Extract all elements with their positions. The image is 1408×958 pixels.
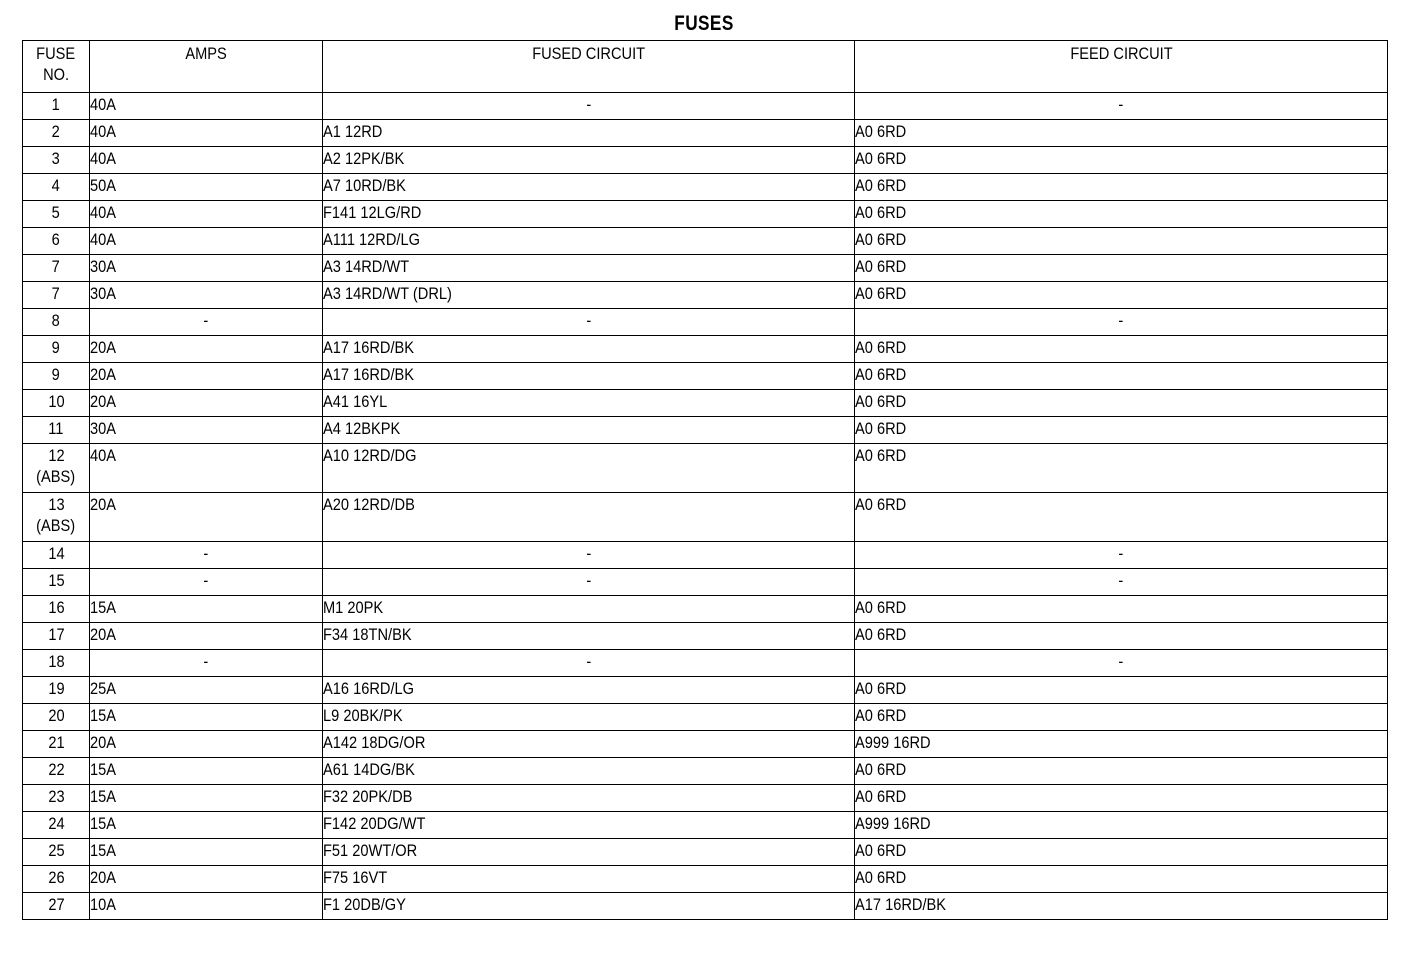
fused-circuit-cell [323, 93, 855, 120]
fuse-no-cell [23, 309, 90, 336]
amps-cell [90, 336, 323, 363]
feed-circuit-value: A999 16RD [855, 733, 931, 752]
fuse-no: 13 [47, 495, 65, 514]
feed-circuit-cell [855, 704, 1388, 731]
fuse-no-cell [23, 569, 90, 596]
amps-cell [90, 417, 323, 444]
fuse-no: 1 [51, 95, 61, 114]
header-row [23, 41, 1388, 93]
amps-cell [90, 228, 323, 255]
amps-cell [90, 650, 323, 677]
fused-circuit-value: - [586, 95, 591, 114]
fuse-no-cell [23, 282, 90, 309]
fuse-no-cell [23, 417, 90, 444]
feed-circuit-value: A0 6RD [855, 176, 907, 195]
fuse-no: 19 [47, 679, 65, 698]
table-row [23, 893, 1388, 920]
amps-value: 20A [90, 868, 117, 887]
fuse-no: 8 [51, 311, 61, 330]
feed-circuit-value: A0 6RD [855, 419, 907, 438]
fused-circuit-cell [323, 444, 855, 493]
feed-circuit-cell [855, 812, 1388, 839]
feed-circuit-value: A0 6RD [855, 787, 907, 806]
fuse-no-cell [23, 444, 90, 493]
feed-circuit-cell [855, 93, 1388, 120]
fused-circuit-cell [323, 493, 855, 542]
feed-circuit-cell [855, 363, 1388, 390]
amps-cell [90, 677, 323, 704]
amps-value: 15A [90, 706, 117, 725]
header-amps: AMPS [90, 41, 323, 93]
fuse-no: 15 [47, 571, 65, 590]
feed-circuit-cell [855, 282, 1388, 309]
feed-circuit-cell [855, 731, 1388, 758]
fuse-no-cell [23, 93, 90, 120]
amps-cell [90, 785, 323, 812]
amps-value: 40A [90, 446, 117, 465]
feed-circuit-cell [855, 417, 1388, 444]
fused-circuit-value: A7 10RD/BK [323, 176, 406, 195]
fused-circuit-value: F1 20DB/GY [323, 895, 406, 914]
feed-circuit-cell [855, 493, 1388, 542]
table-row [23, 282, 1388, 309]
fuse-no: 7 [51, 257, 61, 276]
amps-value: 30A [90, 284, 117, 303]
fused-circuit-value: A16 16RD/LG [323, 679, 415, 698]
fused-circuit-value: M1 20PK [323, 598, 384, 617]
amps-cell [90, 493, 323, 542]
fused-circuit-value: - [586, 571, 591, 590]
feed-circuit-value: A0 6RD [855, 122, 907, 141]
fused-circuit-cell [323, 650, 855, 677]
amps-cell [90, 444, 323, 493]
feed-circuit-value: A0 6RD [855, 679, 907, 698]
feed-circuit-value: A0 6RD [855, 257, 907, 276]
fused-circuit-cell [323, 147, 855, 174]
amps-cell [90, 390, 323, 417]
fuse-no: 17 [47, 625, 65, 644]
amps-value: 30A [90, 419, 117, 438]
fuse-no-cell [23, 812, 90, 839]
fused-circuit-value: A10 12RD/DG [323, 446, 417, 465]
table-row [23, 704, 1388, 731]
header-fuse-no-line1: FUSE [36, 44, 76, 63]
fused-circuit-value: A142 18DG/OR [323, 733, 426, 752]
amps-value: - [203, 571, 209, 590]
feed-circuit-value: - [1118, 95, 1124, 114]
feed-circuit-cell [855, 785, 1388, 812]
fused-circuit-cell [323, 336, 855, 363]
feed-circuit-cell [855, 228, 1388, 255]
fused-circuit-value: A3 14RD/WT [323, 257, 410, 276]
amps-value: 25A [90, 679, 117, 698]
fused-circuit-value: - [586, 544, 591, 563]
page-title: FUSES [674, 12, 734, 35]
feed-circuit-cell [855, 542, 1388, 569]
amps-value: 30A [90, 257, 117, 276]
feed-circuit-cell [855, 147, 1388, 174]
table-row [23, 363, 1388, 390]
amps-value: 20A [90, 365, 117, 384]
feed-circuit-value: A0 6RD [855, 760, 907, 779]
feed-circuit-cell [855, 677, 1388, 704]
feed-circuit-value: A0 6RD [855, 392, 907, 411]
fused-circuit-cell [323, 201, 855, 228]
fused-circuit-cell [323, 282, 855, 309]
fuse-no-sub: (ABS) [36, 467, 76, 486]
feed-circuit-cell [855, 255, 1388, 282]
amps-cell [90, 704, 323, 731]
fuse-no-cell [23, 542, 90, 569]
fused-circuit-cell [323, 309, 855, 336]
fuse-no-cell [23, 866, 90, 893]
table-row [23, 677, 1388, 704]
feed-circuit-cell [855, 866, 1388, 893]
feed-circuit-cell [855, 650, 1388, 677]
table-row [23, 390, 1388, 417]
fuse-no: 9 [51, 338, 61, 357]
fused-circuit-value: A111 12RD/LG [323, 230, 420, 249]
feed-circuit-value: - [1118, 544, 1124, 563]
table-row [23, 255, 1388, 282]
fuse-no: 23 [47, 787, 65, 806]
table-row [23, 147, 1388, 174]
fused-circuit-value: F75 16VT [323, 868, 388, 887]
fuse-no-cell [23, 893, 90, 920]
fused-circuit-value: F142 20DG/WT [323, 814, 426, 833]
fused-circuit-value: A20 12RD/DB [323, 495, 415, 514]
fuse-no-cell [23, 839, 90, 866]
feed-circuit-value: - [1118, 571, 1124, 590]
amps-cell [90, 363, 323, 390]
feed-circuit-value: - [1118, 652, 1124, 671]
amps-value: 15A [90, 841, 117, 860]
feed-circuit-cell [855, 174, 1388, 201]
feed-circuit-value: A0 6RD [855, 706, 907, 725]
feed-circuit-value: A0 6RD [855, 446, 907, 465]
fused-circuit-value: A61 14DG/BK [323, 760, 415, 779]
fuse-no: 11 [48, 419, 64, 438]
fused-circuit-cell [323, 623, 855, 650]
fused-circuit-value: - [586, 311, 591, 330]
fused-circuit-cell [323, 893, 855, 920]
fuse-no-cell [23, 623, 90, 650]
fuse-table [22, 40, 1388, 920]
table-row [23, 93, 1388, 120]
fused-circuit-cell [323, 120, 855, 147]
amps-cell [90, 731, 323, 758]
feed-circuit-cell [855, 336, 1388, 363]
fuse-no-cell [23, 785, 90, 812]
feed-circuit-value: A0 6RD [855, 841, 907, 860]
fuse-no-cell [23, 120, 90, 147]
table-row [23, 812, 1388, 839]
fused-circuit-cell [323, 542, 855, 569]
amps-value: 20A [90, 495, 117, 514]
table-row [23, 493, 1388, 542]
amps-value: 50A [90, 176, 117, 195]
feed-circuit-value: A999 16RD [855, 814, 931, 833]
fused-circuit-value: A41 16YL [323, 392, 388, 411]
fused-circuit-value: A3 14RD/WT (DRL) [323, 284, 452, 303]
amps-cell [90, 758, 323, 785]
fused-circuit-cell [323, 417, 855, 444]
fuse-no: 10 [47, 392, 65, 411]
fuse-no: 2 [51, 122, 61, 141]
fuse-no-cell [23, 493, 90, 542]
feed-circuit-value: A0 6RD [855, 230, 907, 249]
amps-value: 20A [90, 733, 117, 752]
fuse-no: 25 [47, 841, 65, 860]
table-row [23, 336, 1388, 363]
fuse-table-body [23, 93, 1388, 920]
amps-cell [90, 542, 323, 569]
fused-circuit-cell [323, 255, 855, 282]
feed-circuit-cell [855, 120, 1388, 147]
fuse-no: 12 [47, 446, 65, 465]
fused-circuit-value: F32 20PK/DB [323, 787, 413, 806]
fused-circuit-cell [323, 390, 855, 417]
fuse-no-cell [23, 363, 90, 390]
fused-circuit-value: F51 20WT/OR [323, 841, 418, 860]
fuse-no-cell [23, 390, 90, 417]
fused-circuit-value: F141 12LG/RD [323, 203, 422, 222]
table-row [23, 731, 1388, 758]
amps-value: 15A [90, 814, 117, 833]
fuse-no-cell [23, 704, 90, 731]
fuse-no-cell [23, 596, 90, 623]
fuse-no-cell [23, 650, 90, 677]
fused-circuit-value: A17 16RD/BK [323, 365, 415, 384]
fused-circuit-cell [323, 363, 855, 390]
fuse-no: 26 [47, 868, 65, 887]
amps-value: - [203, 544, 209, 563]
fuse-no-cell [23, 255, 90, 282]
feed-circuit-value: A0 6RD [855, 149, 907, 168]
amps-cell [90, 812, 323, 839]
fuse-no: 6 [51, 230, 61, 249]
fuse-no-cell [23, 147, 90, 174]
feed-circuit-value: A0 6RD [855, 338, 907, 357]
table-row [23, 650, 1388, 677]
fused-circuit-cell [323, 596, 855, 623]
feed-circuit-value: A0 6RD [855, 203, 907, 222]
fuse-no-cell [23, 731, 90, 758]
fuse-no: 14 [47, 544, 65, 563]
fuse-no-sub: (ABS) [36, 516, 76, 535]
table-row [23, 542, 1388, 569]
amps-cell [90, 839, 323, 866]
amps-cell [90, 120, 323, 147]
feed-circuit-cell [855, 201, 1388, 228]
fuse-no: 27 [47, 895, 65, 914]
fuse-no: 4 [51, 176, 61, 195]
feed-circuit-cell [855, 444, 1388, 493]
fused-circuit-cell [323, 704, 855, 731]
header-fuse-no [23, 41, 90, 93]
amps-cell [90, 147, 323, 174]
feed-circuit-value: A0 6RD [855, 598, 907, 617]
amps-value: 40A [90, 203, 117, 222]
fused-circuit-cell [323, 785, 855, 812]
table-row [23, 120, 1388, 147]
amps-value: 15A [90, 760, 117, 779]
fuse-no-cell [23, 174, 90, 201]
fuse-no-cell [23, 758, 90, 785]
table-row [23, 758, 1388, 785]
amps-value: 20A [90, 625, 117, 644]
amps-cell [90, 282, 323, 309]
feed-circuit-value: A0 6RD [855, 284, 907, 303]
header-feed-circuit: FEED CIRCUIT [855, 41, 1388, 93]
feed-circuit-value: A0 6RD [855, 868, 907, 887]
amps-cell [90, 93, 323, 120]
table-row [23, 785, 1388, 812]
amps-value: 15A [90, 787, 117, 806]
fuse-no: 18 [47, 652, 65, 671]
fused-circuit-value: A2 12PK/BK [323, 149, 405, 168]
amps-value: 15A [90, 598, 117, 617]
fuse-no: 7 [51, 284, 61, 303]
table-row [23, 596, 1388, 623]
feed-circuit-value: A0 6RD [855, 625, 907, 644]
fused-circuit-cell [323, 866, 855, 893]
table-row [23, 569, 1388, 596]
table-row [23, 623, 1388, 650]
fused-circuit-cell [323, 174, 855, 201]
fused-circuit-cell [323, 677, 855, 704]
table-row [23, 309, 1388, 336]
fuse-no: 21 [47, 733, 65, 752]
fuse-no: 22 [47, 760, 65, 779]
amps-value: 20A [90, 338, 117, 357]
fused-circuit-value: F34 18TN/BK [323, 625, 412, 644]
feed-circuit-cell [855, 309, 1388, 336]
fuse-no-cell [23, 201, 90, 228]
amps-value: 20A [90, 392, 117, 411]
feed-circuit-cell [855, 758, 1388, 785]
fuse-no-cell [23, 677, 90, 704]
fused-circuit-cell [323, 569, 855, 596]
amps-value: 10A [90, 895, 117, 914]
amps-cell [90, 866, 323, 893]
fused-circuit-cell [323, 812, 855, 839]
fused-circuit-value: - [586, 652, 591, 671]
fuse-no: 3 [51, 149, 61, 168]
amps-cell [90, 893, 323, 920]
amps-cell [90, 623, 323, 650]
feed-circuit-cell [855, 569, 1388, 596]
feed-circuit-cell [855, 623, 1388, 650]
fuse-no: 20 [47, 706, 65, 725]
fused-circuit-value: L9 20BK/PK [323, 706, 403, 725]
fuse-no: 16 [47, 598, 65, 617]
feed-circuit-value: A0 6RD [855, 365, 907, 384]
fused-circuit-cell [323, 228, 855, 255]
fuse-no: 9 [51, 365, 61, 384]
header-fuse-no-line2: NO. [42, 65, 69, 84]
table-row [23, 174, 1388, 201]
table-row [23, 866, 1388, 893]
table-row [23, 417, 1388, 444]
fused-circuit-cell [323, 731, 855, 758]
amps-cell [90, 569, 323, 596]
amps-cell [90, 596, 323, 623]
feed-circuit-cell [855, 893, 1388, 920]
table-row [23, 839, 1388, 866]
fuse-no-cell [23, 336, 90, 363]
amps-value: 40A [90, 122, 117, 141]
fused-circuit-value: A4 12BKPK [323, 419, 401, 438]
amps-cell [90, 309, 323, 336]
fused-circuit-value: A1 12RD [323, 122, 383, 141]
amps-cell [90, 174, 323, 201]
amps-value: 40A [90, 95, 117, 114]
feed-circuit-value: A0 6RD [855, 495, 907, 514]
fuse-no-cell [23, 228, 90, 255]
fuse-no: 5 [51, 203, 61, 222]
amps-value: 40A [90, 149, 117, 168]
table-row [23, 201, 1388, 228]
amps-cell [90, 255, 323, 282]
fuse-no: 24 [47, 814, 65, 833]
amps-value: 40A [90, 230, 117, 249]
feed-circuit-value: A17 16RD/BK [855, 895, 947, 914]
feed-circuit-cell [855, 390, 1388, 417]
feed-circuit-cell [855, 596, 1388, 623]
table-row [23, 228, 1388, 255]
fused-circuit-cell [323, 839, 855, 866]
table-row [23, 444, 1388, 493]
feed-circuit-cell [855, 839, 1388, 866]
fused-circuit-value: A17 16RD/BK [323, 338, 415, 357]
amps-value: - [203, 652, 209, 671]
fused-circuit-cell [323, 758, 855, 785]
header-fused-circuit: FUSED CIRCUIT [323, 41, 855, 93]
amps-cell [90, 201, 323, 228]
feed-circuit-value: - [1118, 311, 1124, 330]
amps-value: - [203, 311, 209, 330]
